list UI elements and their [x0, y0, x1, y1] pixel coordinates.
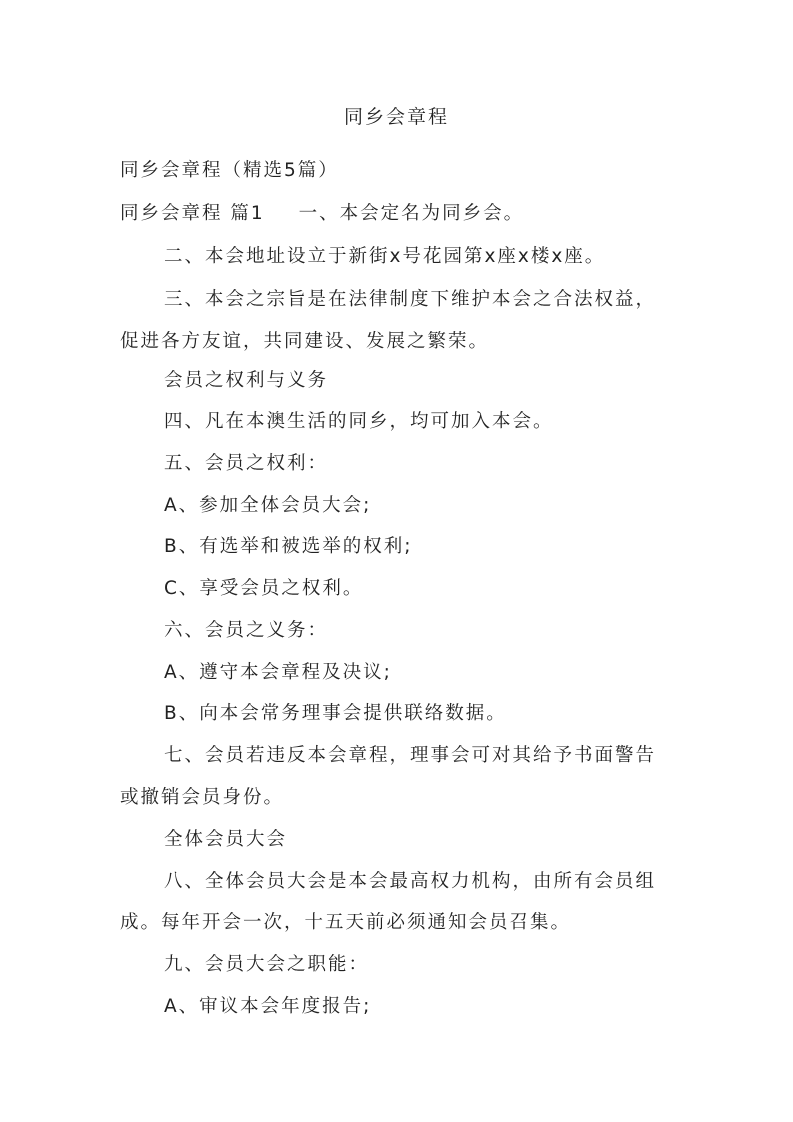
article-5: 五、会员之权利：: [164, 453, 329, 474]
article-3-continued: 促进各方友谊，共同建设、发展之繁荣。: [120, 331, 490, 352]
article-6-item-b: B、向本会常务理事会提供联络数据。: [164, 703, 507, 724]
document-subtitle: 同乡会章程（精选5篇）: [120, 160, 339, 181]
article-9-item-a: A、审议本会年度报告;: [164, 996, 372, 1017]
article-7: 七、会员若违反本会章程，理事会可对其给予书面警告: [164, 745, 657, 766]
article-4: 四、凡在本澳生活的同乡，均可加入本会。: [164, 411, 554, 432]
article-8: 八、全体会员大会是本会最高权力机构，由所有会员组: [164, 871, 657, 892]
article-7-continued: 或撤销会员身份。: [120, 787, 285, 808]
article-5-item-a: A、参加全体会员大会;: [164, 495, 372, 516]
article-6-item-a: A、遵守本会章程及决议;: [164, 662, 392, 683]
article-6: 六、会员之义务：: [164, 620, 329, 641]
section-heading-assembly: 全体会员大会: [164, 829, 288, 850]
article-1: 一、本会定名为同乡会。: [298, 203, 525, 224]
article-2: 二、本会地址设立于新街x号花园第x座x楼x座。: [164, 246, 606, 267]
document-title: 同乡会章程: [343, 106, 449, 128]
article-5-item-c: C、享受会员之权利。: [164, 578, 364, 599]
section-label: 同乡会章程 篇1: [120, 203, 265, 224]
article-8-continued: 成。每年开会一次，十五天前必须通知会员召集。: [120, 912, 572, 933]
section-heading-rights: 会员之权利与义务: [164, 370, 329, 391]
article-3: 三、本会之宗旨是在法律制度下维护本会之合法权益，: [164, 289, 657, 310]
section-first-line: [120, 200, 680, 228]
article-9: 九、会员大会之职能：: [164, 954, 370, 975]
article-5-item-b: B、有选举和被选举的权利;: [164, 536, 413, 557]
